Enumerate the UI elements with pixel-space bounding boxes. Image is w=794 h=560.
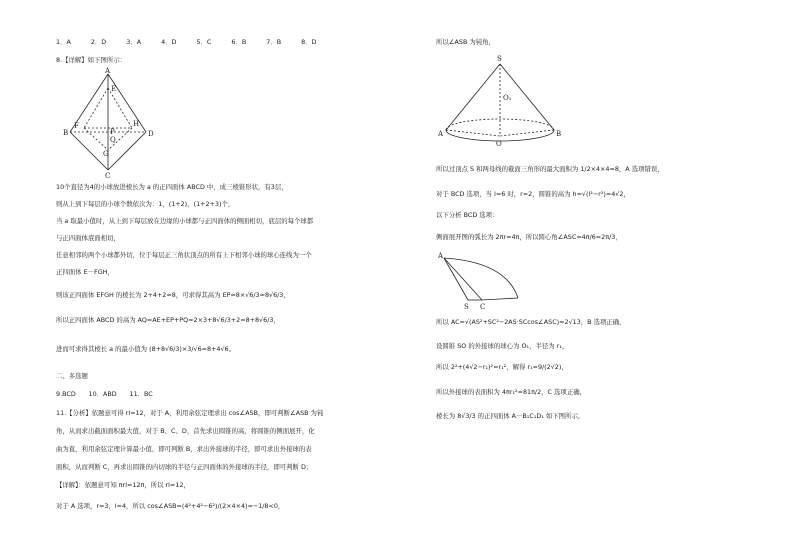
answer-7: 7．B <box>266 38 282 46</box>
cone-figure <box>436 52 576 152</box>
left-line-2: 则从上到下每层的小球个数依次为：1，(1+2)，(1+2+3)个， <box>56 200 235 208</box>
fig2-label-o1: O₁ <box>503 94 512 102</box>
answer-1: 1．A <box>56 38 71 46</box>
left-line-6: 正四面体 E－FGH， <box>56 268 114 276</box>
tetrahedron-figure <box>60 67 160 180</box>
fig1-label-q: Q <box>110 136 116 144</box>
fig1-label-g: G <box>103 150 109 158</box>
left-line-17: 对于 A 选项，r=3，l=4，所以 cos∠ASB=(4²+4²−6²)/(2×4×4)=−1/8<0， <box>56 502 285 510</box>
fig3-label-c: C <box>480 303 486 311</box>
fig3-label-s: S <box>464 303 469 311</box>
fig1-label-c: C <box>105 172 111 180</box>
left-line-1: 10个直径为4的小球放进棱长为 a 的正四面体 ABCD 中，成三棱锥形状，有3层， <box>56 183 288 191</box>
answer-8: 8．D <box>301 38 317 46</box>
fig2-label-b: B <box>556 130 562 138</box>
fig1-label-e: E <box>111 85 117 93</box>
right-line-7: 所以 2²+(4√2−r₁)²=r₁²，解得 r₁=9/(2√2)， <box>436 363 568 371</box>
answer-3: 3．A <box>126 38 142 46</box>
left-line-3: 当 a 取最小值时，从上到下每层放在边缘的小球都与正四面体的侧面相切，底层的每个球都 <box>56 217 314 225</box>
fig3-label-a: A <box>438 252 444 260</box>
answer-5: 5．C <box>196 38 212 46</box>
answer-4: 4．D <box>161 38 177 46</box>
left-line-4: 与正四面体底面相切， <box>56 234 120 242</box>
sector-figure <box>436 252 526 312</box>
left-line-14: 曲为直，利用余弦定理计算最小值，即可判断 B，求出外接球的半径，即可求出外接球的表 <box>56 445 312 453</box>
right-line-top: 所以∠ASB 为钝角， <box>436 38 495 46</box>
answer-6: 6．B <box>231 38 247 46</box>
fig1-label-a: A <box>105 67 111 75</box>
left-line-13: 角，从而求出截面面积最大值，对于 B、C、D，首先求出圆锥的高，将圆锥的侧面展开，化 <box>56 427 315 435</box>
left-line-16: 【详解】：依题意可知 πrl=12π，所以 rl=12， <box>56 481 190 489</box>
fig2-label-s: S <box>497 55 502 63</box>
fig1-label-f: F <box>74 122 79 130</box>
section-heading: 二、多选题 <box>56 372 88 380</box>
left-line-12: 11.【分析】依题意可得 rl=12，对于 A，利用余弦定理求出 cos∠ASB，即可判断∠ASB 为钝 <box>56 409 324 417</box>
right-line-8: 所以外接球的表面积为 4πr₁²=81π/2，C 选项正确， <box>436 388 586 396</box>
answer-key-row <box>56 38 336 46</box>
fig1-label-d: D <box>148 130 154 138</box>
left-line-7: 则该正四面体 EFGH 的棱长为 2+4+2=8，可求得其高为 EP=8×√6/3=8√6/3， <box>56 291 290 299</box>
right-line-9: 棱长为 8√3/3 的正四面体 A－B₁C₁D₁ 如下图所示， <box>436 412 585 420</box>
right-line-6: 设圆锥 SO 的外接球的球心为 O₁，半径为 r₁， <box>436 342 569 350</box>
fig2-label-a: A <box>438 130 444 138</box>
left-line-8: 所以正四面体 ABCD 的高为 AQ=AE+EP+PQ=2×3+8√6/3+2=8+8√6/3， <box>56 316 280 324</box>
right-line-1: 所以过顶点 S 和两母线的截面三角形的最大面积为 1/2×4×4=8，A 选项错误， <box>436 165 664 173</box>
answer-2: 2．D <box>90 38 107 46</box>
fig1-label-p: P <box>110 128 115 136</box>
right-line-5: 所以 AC=√(AS²+SC²−2AS·SCcos∠ASC)=2√13，B 选项正确， <box>436 318 626 326</box>
left-line-9: 进而可求得其棱长 a 的最小值为 (8+8√6/3)×3/√6=8+4√6。 <box>56 345 235 353</box>
right-line-2: 对于 BCD 选项，当 l=6 时，r=2，圆锥的高为 h=√(l²−r²)=4√2， <box>436 190 630 198</box>
fig1-label-h: H <box>133 120 140 128</box>
right-line-3: 以下分析 BCD 选项： <box>436 211 499 219</box>
fig1-label-b: B <box>63 129 69 137</box>
left-line-15: 面积，从而判断 C，再求出圆锥的内切球的半径与正四面体的外接球的半径，即可判断 D； <box>56 463 313 471</box>
left-line-5: 任意相邻的两个小球都外切，位于每层正三角状顶点的所有上下相邻小球的球心连线为一个 <box>56 251 312 259</box>
q8-heading: 8.【详解】如下图所示： <box>56 56 127 64</box>
fig2-label-o: O <box>496 140 502 148</box>
left-line-11: 9.BCD 10．ABD 11．BC <box>56 390 153 398</box>
right-line-4: 侧面展开图的弧长为 2πr=4π，所以圆心角∠ASC=4π/6=2π/3， <box>436 233 622 241</box>
